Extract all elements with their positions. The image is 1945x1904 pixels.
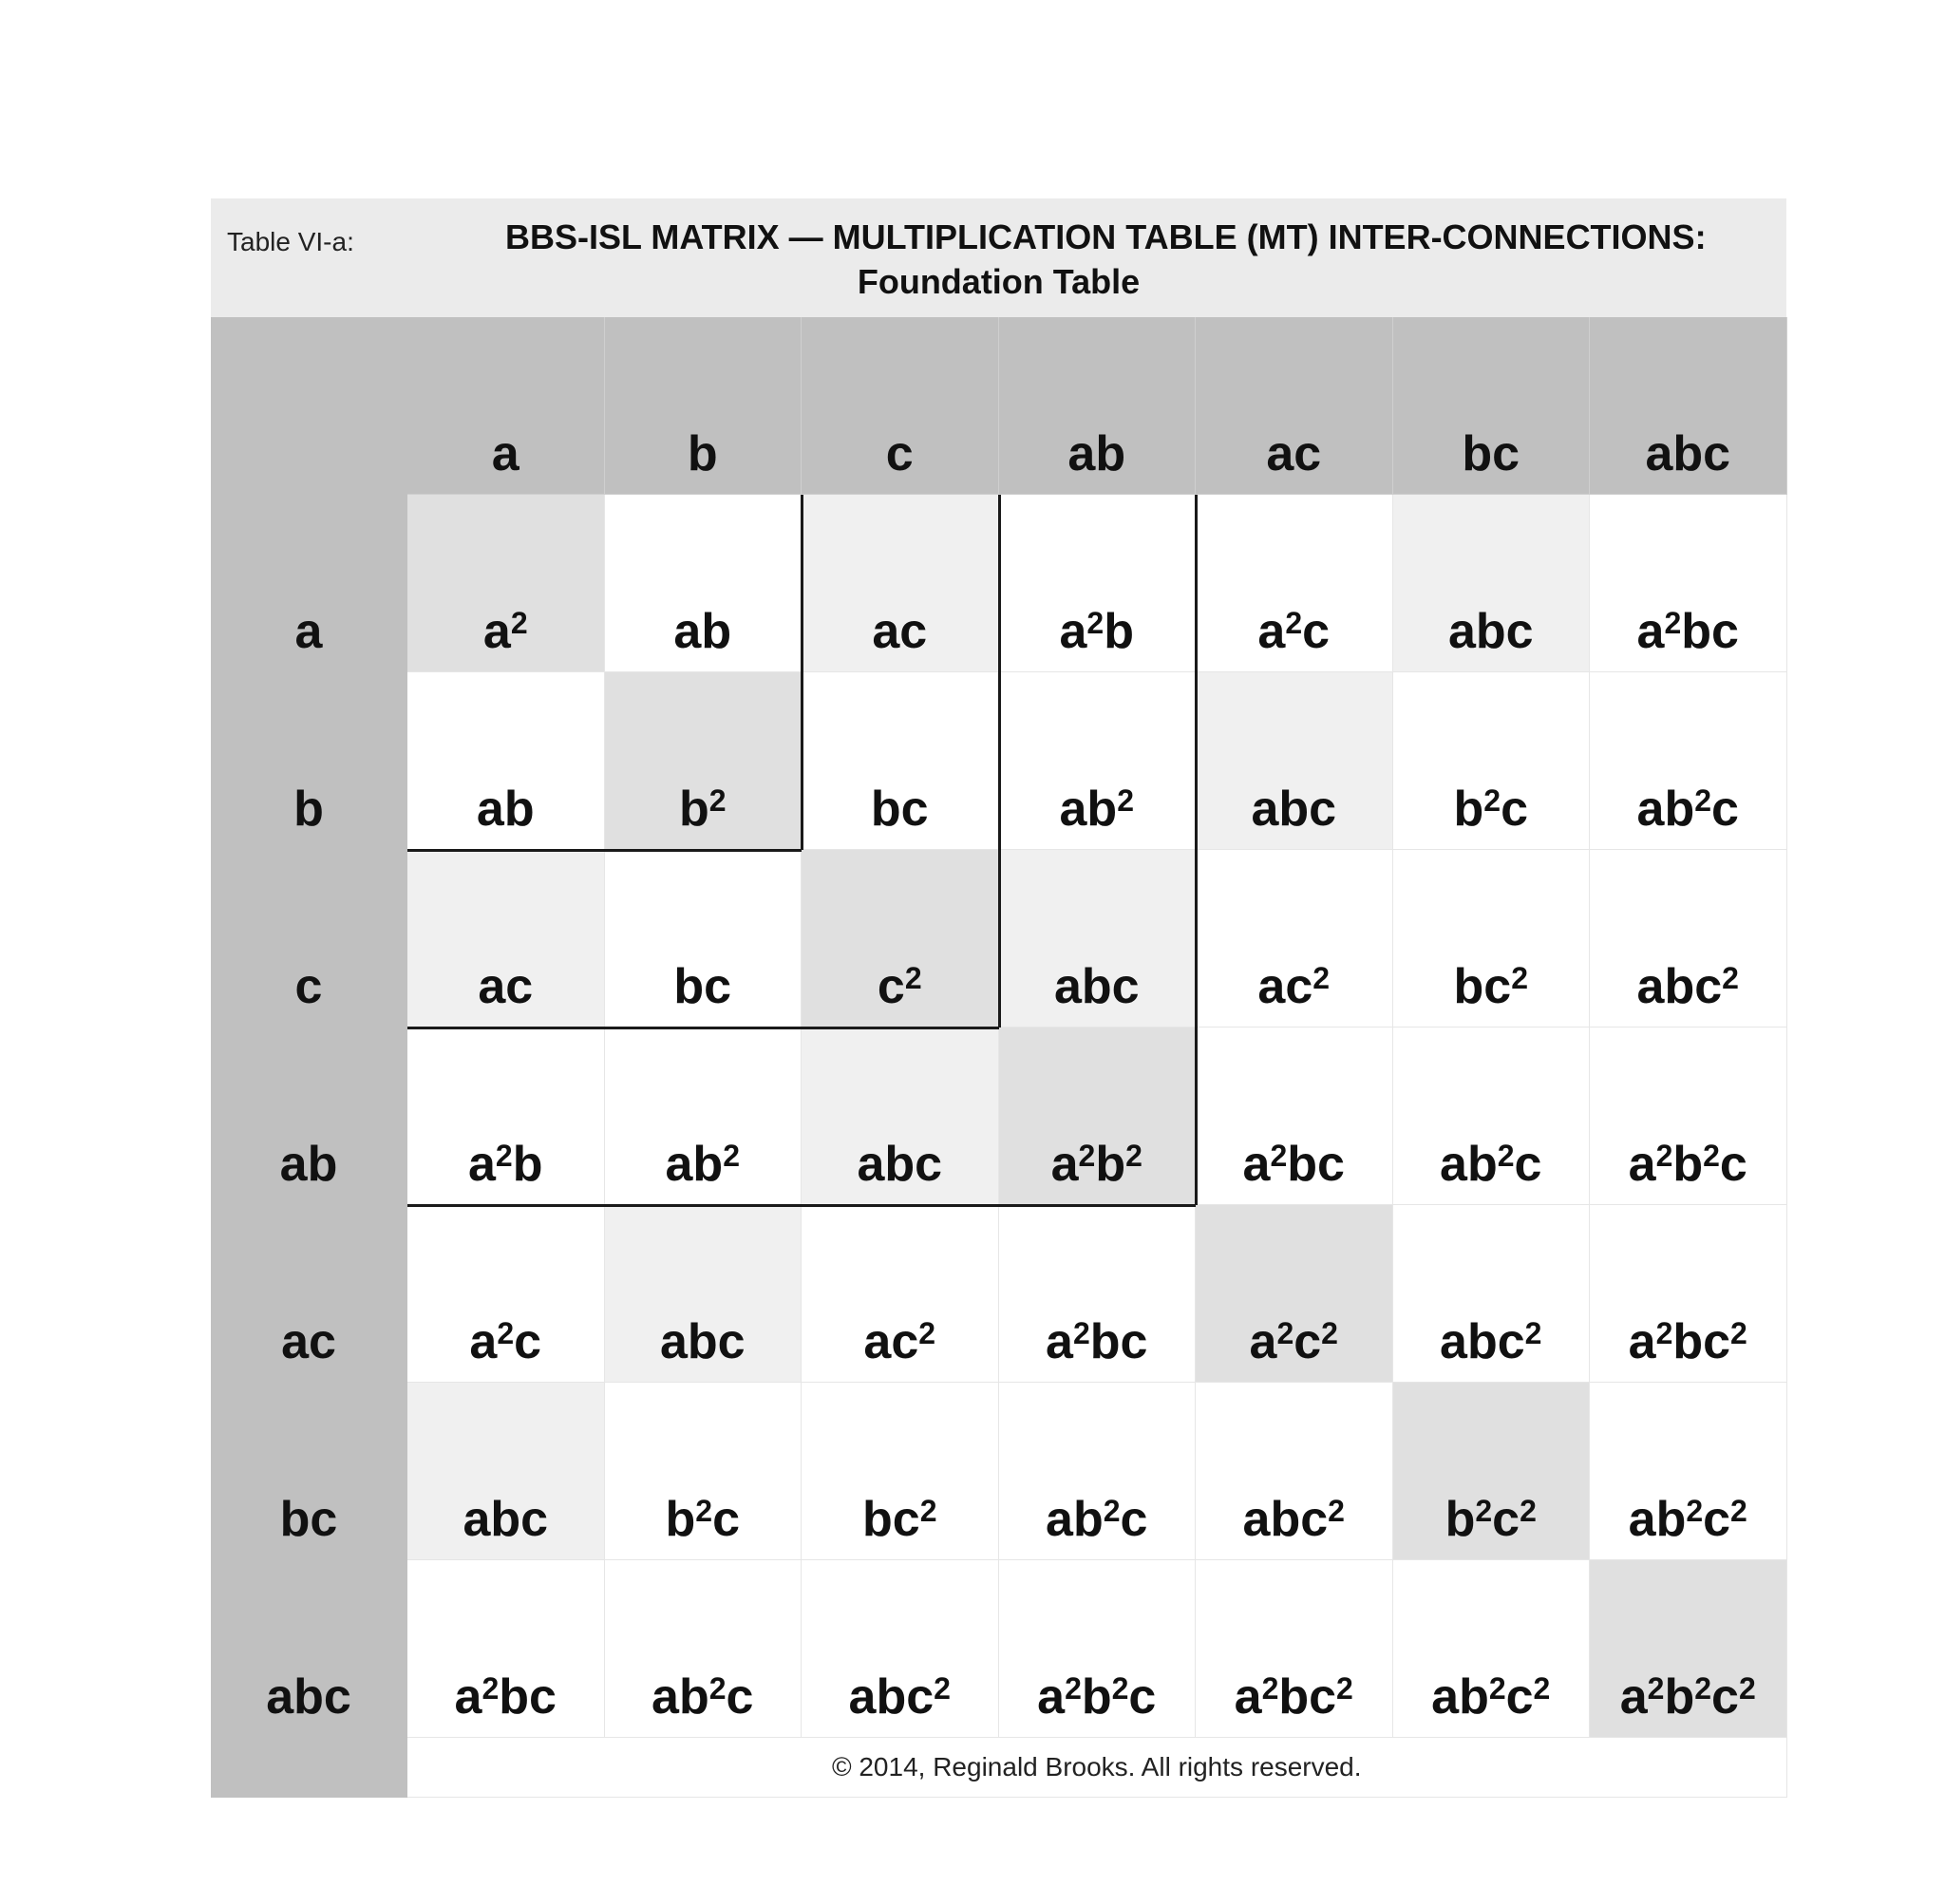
matrix-cell: ab 2 xyxy=(999,672,1197,850)
matrix-cell: a 2 b xyxy=(407,1027,605,1205)
column-header: bc xyxy=(1393,317,1591,495)
superscript-2: 2 xyxy=(1117,783,1134,818)
superscript-2: 2 xyxy=(1336,1671,1353,1706)
column-header: b xyxy=(605,317,803,495)
superscript-2: 2 xyxy=(1533,1671,1551,1706)
bracket-line xyxy=(1195,495,1198,1205)
superscript-2: 2 xyxy=(934,1671,951,1706)
matrix-cell: ab xyxy=(407,672,605,850)
superscript-2: 2 xyxy=(495,1139,513,1173)
superscript-2: 2 xyxy=(1321,1316,1338,1350)
superscript-2: 2 xyxy=(1125,1139,1142,1173)
superscript-2: 2 xyxy=(1285,606,1303,640)
column-header: ac xyxy=(1196,317,1393,495)
row-header: a xyxy=(211,495,407,672)
superscript-2: 2 xyxy=(1072,1316,1090,1350)
superscript-2: 2 xyxy=(1483,783,1501,818)
superscript-2: 2 xyxy=(1647,1671,1665,1706)
bracket-line xyxy=(407,849,802,852)
matrix-cell: ab 2 c xyxy=(1393,1027,1591,1205)
superscript-2: 2 xyxy=(1511,961,1528,995)
column-header: abc xyxy=(1590,317,1787,495)
matrix-cell: b 2 c xyxy=(605,1383,803,1560)
footer-row-header-filler xyxy=(211,1738,407,1798)
superscript-2: 2 xyxy=(708,783,727,818)
matrix-cell: a 2 bc xyxy=(1590,495,1787,672)
copyright-footer: © 2014, Reginald Brooks. All rights reserved. xyxy=(407,1738,1787,1798)
matrix-cell: bc xyxy=(802,672,999,850)
matrix-cell: a 2 b 2 c xyxy=(1590,1027,1787,1205)
superscript-2: 2 xyxy=(1111,1671,1129,1706)
matrix-cell: a 2 bc xyxy=(1196,1027,1393,1205)
multiplication-table xyxy=(211,198,1786,1793)
matrix-cell: abc xyxy=(802,1027,999,1205)
table-header-band xyxy=(211,198,1786,317)
superscript-2: 2 xyxy=(1312,961,1331,995)
matrix-cell: bc 2 xyxy=(802,1383,999,1560)
matrix-cell: ac 2 xyxy=(802,1205,999,1383)
row-header: bc xyxy=(211,1383,407,1560)
superscript-2: 2 xyxy=(1276,1316,1294,1350)
matrix-cell: ab 2 c xyxy=(605,1560,803,1738)
column-header: c xyxy=(802,317,999,495)
corner-cell xyxy=(211,317,407,495)
matrix-cell: abc xyxy=(407,1383,605,1560)
matrix-cell: bc 2 xyxy=(1393,850,1591,1027)
matrix-cell: ab 2 c 2 xyxy=(1590,1383,1787,1560)
superscript-2: 2 xyxy=(1686,1494,1704,1528)
superscript-2: 2 xyxy=(1655,1316,1673,1350)
matrix-cell: ab 2 c xyxy=(1590,672,1787,850)
superscript-2: 2 xyxy=(904,961,922,995)
table-subtitle: Foundation Table xyxy=(857,262,1141,301)
matrix-cell: a 2 bc xyxy=(999,1205,1197,1383)
superscript-2: 2 xyxy=(1703,1139,1720,1173)
superscript-2: 2 xyxy=(1520,1494,1537,1528)
matrix-cell: ab 2 c xyxy=(999,1383,1197,1560)
matrix-cell: ac 2 xyxy=(1196,850,1393,1027)
superscript-2: 2 xyxy=(1664,606,1682,640)
superscript-2: 2 xyxy=(1328,1494,1345,1528)
matrix-cell: a 2 bc 2 xyxy=(1590,1205,1787,1383)
matrix-cell: a 2 b 2 c xyxy=(999,1560,1197,1738)
matrix-cell: a 2 c xyxy=(1196,495,1393,672)
matrix-cell: abc xyxy=(605,1205,803,1383)
matrix-cell: b 2 c 2 xyxy=(1393,1383,1591,1560)
superscript-2: 2 xyxy=(695,1494,713,1528)
table-label: Table VI-a: xyxy=(227,227,354,256)
bracket-line xyxy=(801,495,803,850)
matrix-cell: a 2 b xyxy=(999,495,1197,672)
row-header: ab xyxy=(211,1027,407,1205)
matrix-cell: a 2 c xyxy=(407,1205,605,1383)
matrix-cell: a 2 xyxy=(407,495,605,672)
matrix-cell: ac xyxy=(802,495,999,672)
superscript-2: 2 xyxy=(1738,1671,1756,1706)
column-header: ab xyxy=(999,317,1197,495)
superscript-2: 2 xyxy=(1078,1139,1096,1173)
matrix-cell: c 2 xyxy=(802,850,999,1027)
column-header: a xyxy=(407,317,605,495)
row-header: b xyxy=(211,672,407,850)
bracket-line xyxy=(407,1204,1196,1207)
matrix-cell: abc xyxy=(1196,672,1393,850)
superscript-2: 2 xyxy=(723,1139,740,1173)
matrix-cell: ab 2 xyxy=(605,1027,803,1205)
superscript-2: 2 xyxy=(918,1316,936,1350)
matrix-cell: a 2 bc 2 xyxy=(1196,1560,1393,1738)
superscript-2: 2 xyxy=(1524,1316,1542,1350)
matrix-cell: ab xyxy=(605,495,803,672)
matrix-cell: a 2 b 2 xyxy=(999,1027,1197,1205)
row-header: abc xyxy=(211,1560,407,1738)
matrix-cell: a 2 bc xyxy=(407,1560,605,1738)
superscript-2: 2 xyxy=(708,1671,727,1706)
row-header: ac xyxy=(211,1205,407,1383)
superscript-2: 2 xyxy=(1065,1671,1082,1706)
bracket-line xyxy=(998,495,1001,1027)
matrix-cell: b 2 xyxy=(605,672,803,850)
bracket-line xyxy=(407,1027,999,1029)
superscript-2: 2 xyxy=(1655,1139,1673,1173)
matrix-cell: a 2 b 2 c 2 xyxy=(1590,1560,1787,1738)
matrix-cell: abc xyxy=(999,850,1197,1027)
matrix-cell: abc 2 xyxy=(1196,1383,1393,1560)
matrix-cell: bc xyxy=(605,850,803,1027)
matrix-cell: a 2 c 2 xyxy=(1196,1205,1393,1383)
superscript-2: 2 xyxy=(482,1671,500,1706)
superscript-2: 2 xyxy=(1497,1139,1515,1173)
superscript-2: 2 xyxy=(510,606,528,640)
superscript-2: 2 xyxy=(1694,783,1712,818)
matrix-cell: ab 2 c 2 xyxy=(1393,1560,1591,1738)
superscript-2: 2 xyxy=(1475,1494,1493,1528)
superscript-2: 2 xyxy=(1730,1494,1747,1528)
superscript-2: 2 xyxy=(1261,1671,1279,1706)
matrix-cell: abc 2 xyxy=(802,1560,999,1738)
superscript-2: 2 xyxy=(919,1494,937,1528)
matrix-cell: abc 2 xyxy=(1393,1205,1591,1383)
superscript-2: 2 xyxy=(1270,1139,1288,1173)
superscript-2: 2 xyxy=(1730,1316,1747,1350)
superscript-2: 2 xyxy=(1086,606,1105,640)
superscript-2: 2 xyxy=(1488,1671,1506,1706)
superscript-2: 2 xyxy=(1722,961,1739,995)
matrix-cell: abc xyxy=(1393,495,1591,672)
row-header: c xyxy=(211,850,407,1027)
table-title: BBS-ISL MATRIX — MULTIPLICATION TABLE (MT) INTER-CONNECTIONS: xyxy=(505,217,1707,256)
superscript-2: 2 xyxy=(1694,1671,1712,1706)
matrix-cell: abc 2 xyxy=(1590,850,1787,1027)
matrix-cell: ac xyxy=(407,850,605,1027)
superscript-2: 2 xyxy=(497,1316,515,1350)
matrix-cell: b 2 c xyxy=(1393,672,1591,850)
superscript-2: 2 xyxy=(1103,1494,1121,1528)
